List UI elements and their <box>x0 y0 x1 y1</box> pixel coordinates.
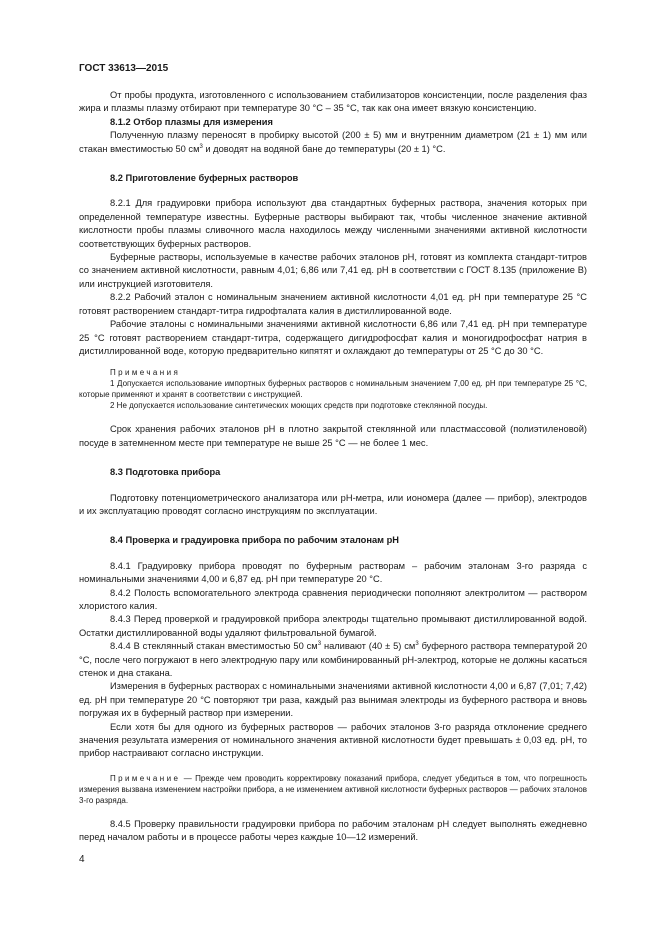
heading-8-1-2: 8.1.2 Отбор плазмы для измерения <box>110 116 273 127</box>
heading-8-2: 8.2 Приготовление буферных растворов <box>110 173 299 184</box>
paragraph-8-4-4-b: Измерения в буферных растворах с номинальными значениями активной кислотности 4,00 и 6,87 (7,01; 7,42) ед. рН при температуре 20 °С повторяют три раза, каждый раз вынимая электроды из буферного раствора и вновь погружая их в буферный раствор при измерении. <box>79 681 587 719</box>
note-3-title: Примечание <box>110 773 181 783</box>
paragraph-8-3: Подготовку потенциометрического анализатора или рН-метра, или иономера (далее — прибор), электродов и их эксплуатацию проводят согласно инструкциям по эксплуатации. <box>79 492 587 516</box>
paragraph-8-4-3: 8.4.3 Перед проверкой и градуировкой прибора электроды тщательно промывают дистиллированной водой. Остатки дистиллированной воды удаляют фильтровальной бумагой. <box>79 614 587 638</box>
document-header: ГОСТ 33613—2015 <box>79 63 169 74</box>
paragraph-8-4-5: 8.4.5 Проверку правильности градуировки прибора по рабочим эталонам рН следует выполнять ежедневно перед началом работы и в процессе работы через каждые 10—12 измерений. <box>79 818 587 843</box>
paragraph-8-2-2-b: Рабочие эталоны с номинальными значениями активной кислотности 6,86 или 7,41 ед. рН при температуре 25 °С готовят растворением стандарт-титра, содержащего дигидрофосфат калия и моногидрофосфат натрия в дистиллированной воде, которую предварительно кипятят и охлаждают до температуры от 25 °С до 30 °С. <box>79 319 587 356</box>
heading-8-3: 8.3 Подготовка прибора <box>110 467 221 478</box>
paragraph-8-4-4: 8.4.4 В стеклянный стакан вместимостью 50 $см^3$ наливают (40 ± 5) $см^3$ буферного раствора температурой 20 °С, после чего погружают в него электродную пару или комбинированный рН-электрод, которые не должны касаться стенок и дна стакана. <box>79 641 587 678</box>
paragraph-8-2-1-b: Буферные растворы, используемые в качестве рабочих эталонов рН, готовят из комплекта стандарт-титров со значением активной кислотности, равным 4,01; 6,86 или 7,41 ед. рН в соответствии с ГОСТ 8.135 (приложение В) или инструкцией изготовителя. <box>79 252 587 289</box>
note-2: 2 Не допускается использование синтетических моющих средств при подготовке стеклянной посуды. <box>110 401 488 411</box>
page-number: 4 <box>79 854 85 865</box>
paragraph-8-1-2: Полученную плазму переносят в пробирку высотой (200 ± 5) мм и внутренним диаметром (21 ± 1) мм или стакан вместимостью 50 $см^3$ и доводят на водяной бане до температуры (20 ± 1) °С. <box>79 130 587 154</box>
note-3: Примечание — Прежде чем проводить корректировку показаний прибора, следует убедиться в том, что погрешность измерения вызвана изменением настройки прибора, а не изменением активной кислотности буферных растворов — рабочих эталонов 3-го разряда. <box>79 773 587 805</box>
paragraph-intro: От пробы продукта, изготовленного с использованием стабилизаторов консистенции, после разделения фаз жира и плазмы плазму отбирают при температуре 30 °С – 35 °С, так как она имеет вязкую консистенцию. <box>79 90 587 114</box>
document-page <box>79 62 587 845</box>
paragraph-8-4-1: 8.4.1 Градуировку прибора проводят по буферным растворам – рабочим эталонам 3-го разряда с номинальными значениями 4,00 и 6,87 ед. рН при температуре 20 °С. <box>79 560 587 585</box>
paragraph-8-2-1: 8.2.1 Для градуировки прибора используют два стандартных буферных раствора, значения которых при определенной температуре известны. Буферные растворы выбирают так, чтобы численное значение активной кислотности пробы плазмы сливочного масла находилось между численными значениями активной кислотности соответствующих буферных растворов. <box>79 198 587 249</box>
notes-title: Примечания <box>110 368 181 378</box>
paragraph-storage: Срок хранения рабочих эталонов рН в плотно закрытой стеклянной или пластмассовой (полиэтиленовой) посуде в затемненном месте при температуре не выше 25 °С — не более 1 мес. <box>79 424 587 448</box>
paragraph-8-4-2: 8.4.2 Полость вспомогательного электрода сравнения периодически пополняют электролитом — раствором хлористого калия. <box>79 587 587 611</box>
note-1: 1 Допускается использование импортных буферных растворов с номинальным значением 7,00 ед. рН при температуре 25 °С, которые применяют и хранят в соответствии с инструкцией. <box>79 379 587 400</box>
heading-8-4: 8.4 Проверка и градуировка прибора по рабочим эталонам рН <box>110 535 399 546</box>
paragraph-8-4-4-c: Если хотя бы для одного из буферных растворов — рабочих эталонов 3-го разряда отклонение среднего значения результата измерения от номинального значения активной кислотности будет превышать ± 0,03 ед. рН, то прибор настраивают согласно инструкции. <box>79 721 587 759</box>
paragraph-8-2-2: 8.2.2 Рабочий эталон с номинальным значением активной кислотности 4,01 ед. рН при температуре 25 °С готовят растворением стандарт-титра гидрофталата калия в дистиллированной воде. <box>79 292 587 316</box>
